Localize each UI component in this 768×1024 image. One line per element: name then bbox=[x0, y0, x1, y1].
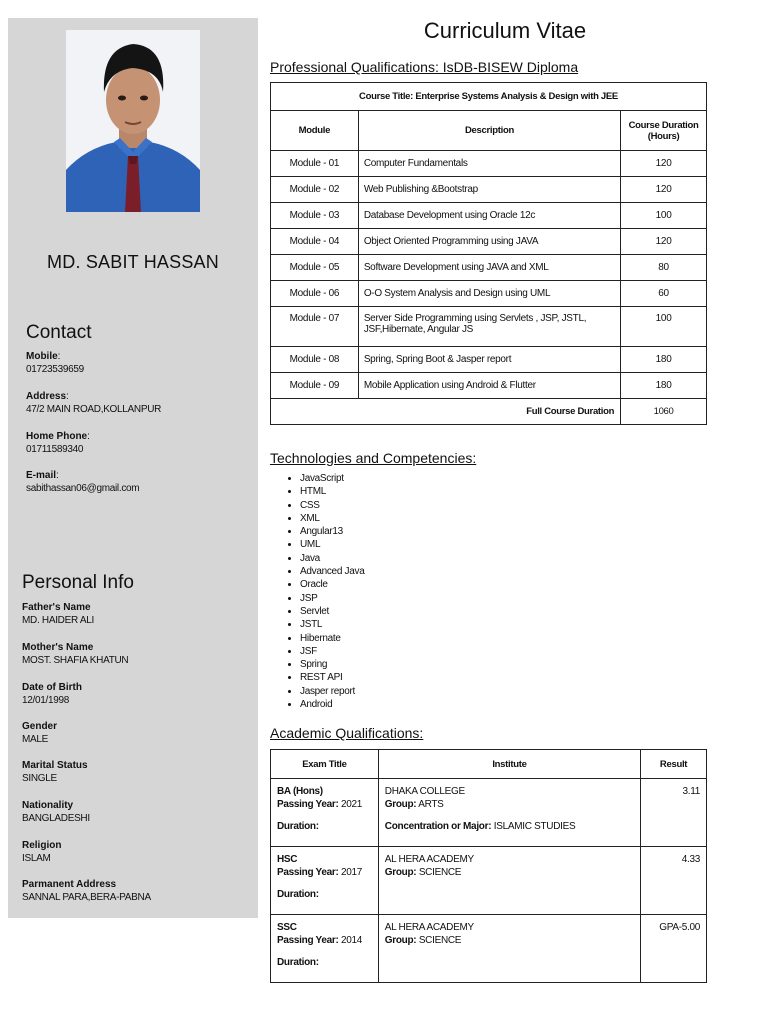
personal-info-heading: Personal Info bbox=[22, 572, 134, 593]
description-cell: Object Oriented Programming using JAVA bbox=[358, 229, 620, 255]
hours-cell: 100 bbox=[621, 203, 707, 229]
address-value: 47/2 MAIN ROAD,KOLLANPUR bbox=[26, 404, 162, 415]
academic-qualifications-heading: Academic Qualifications: bbox=[270, 725, 424, 741]
home-phone-field: Home Phone: 01711589340 bbox=[26, 431, 90, 455]
table-row bbox=[271, 347, 707, 373]
table-row bbox=[271, 151, 707, 177]
marital-status-field bbox=[22, 759, 88, 785]
list-item: • Servlet bbox=[300, 605, 364, 618]
profile-photo bbox=[66, 30, 200, 212]
exam-title: BA (Hons) bbox=[277, 786, 323, 797]
list-item: • Oracle bbox=[300, 578, 364, 591]
table-row bbox=[271, 255, 707, 281]
description-cell bbox=[358, 307, 620, 347]
passing-label: Passing Year: bbox=[277, 867, 339, 878]
table-row bbox=[271, 915, 707, 983]
date-of-birth-field bbox=[22, 681, 82, 707]
mobile-value: 01723539659 bbox=[26, 364, 84, 375]
list-item: • REST API bbox=[300, 671, 364, 684]
institute-name: AL HERA ACADEMY bbox=[384, 854, 474, 865]
description-header: Description bbox=[358, 111, 620, 151]
list-item: • HTML bbox=[300, 485, 364, 498]
total-label: Full Course Duration bbox=[271, 399, 621, 425]
hours-cell: 120 bbox=[621, 229, 707, 255]
mothers-name-field bbox=[22, 641, 128, 667]
permanent-address-field bbox=[22, 878, 151, 904]
description-cell: Computer Fundamentals bbox=[358, 151, 620, 177]
email-field: E-mail: sabithassan06@gmail.com bbox=[26, 470, 140, 494]
exam-cell bbox=[271, 915, 379, 983]
address-field: Address: 47/2 MAIN ROAD,KOLLANPUR bbox=[26, 391, 162, 415]
concentration-label: Concentration or Major: bbox=[384, 821, 492, 832]
field-value: MALE bbox=[22, 734, 49, 745]
institute-name: AL HERA ACADEMY bbox=[384, 922, 474, 933]
course-table bbox=[270, 82, 707, 425]
module-cell: Module - 08 bbox=[271, 347, 359, 373]
hours-cell: 180 bbox=[621, 373, 707, 399]
list-item: • JavaScript bbox=[300, 472, 364, 485]
sidebar bbox=[8, 18, 258, 918]
list-item: • CSS bbox=[300, 499, 364, 512]
group-label: Group: bbox=[384, 935, 417, 946]
result-cell: 3.11 bbox=[641, 779, 707, 847]
module-cell: Module - 05 bbox=[271, 255, 359, 281]
list-item: • Angular13 bbox=[300, 525, 364, 538]
technologies-heading: Technologies and Competencies: bbox=[270, 450, 477, 466]
list-item: • JSP bbox=[300, 592, 364, 605]
field-value: 12/01/1998 bbox=[22, 695, 70, 706]
hours-cell: 120 bbox=[621, 177, 707, 203]
institute-name: DHAKA COLLEGE bbox=[384, 786, 465, 797]
hours-cell: 60 bbox=[621, 281, 707, 307]
list-item: • Advanced Java bbox=[300, 565, 364, 578]
hours-cell: 120 bbox=[621, 151, 707, 177]
home-phone-value: 01711589340 bbox=[26, 444, 84, 455]
technologies-list bbox=[282, 472, 364, 711]
passing-year: 2014 bbox=[341, 935, 363, 946]
list-item: • Android bbox=[300, 698, 364, 711]
result-cell: GPA-5.00 bbox=[641, 915, 707, 983]
table-row bbox=[271, 177, 707, 203]
group-label: Group: bbox=[384, 867, 417, 878]
institute-header: Institute bbox=[378, 750, 640, 779]
hours-cell: 180 bbox=[621, 347, 707, 373]
course-title: Course Title: Enterprise Systems Analysis & Design with JEE bbox=[271, 83, 707, 111]
religion-field bbox=[22, 839, 61, 865]
list-item: • Java bbox=[300, 552, 364, 565]
nationality-field bbox=[22, 799, 90, 825]
description-line1: Server Side Programming using Servlets , JSP, JSTL, bbox=[363, 313, 587, 324]
description-cell: O-O System Analysis and Design using UML bbox=[358, 281, 620, 307]
field-label: Mother's Name bbox=[22, 642, 94, 653]
concentration-value: ISLAMIC STUDIES bbox=[493, 821, 576, 832]
hours-cell: 100 bbox=[621, 307, 707, 347]
duration-label: Duration: bbox=[277, 957, 319, 968]
exam-cell bbox=[271, 779, 379, 847]
list-item: • XML bbox=[300, 512, 364, 525]
group-value: ARTS bbox=[418, 799, 444, 810]
module-cell: Module - 06 bbox=[271, 281, 359, 307]
duration-header-line1: Course Duration bbox=[628, 119, 699, 131]
table-row bbox=[271, 281, 707, 307]
professional-qualifications-heading: Professional Qualifications: IsDB-BISEW Diploma bbox=[270, 59, 579, 75]
total-hours: 1060 bbox=[621, 399, 707, 425]
description-cell: Web Publishing &Bootstrap bbox=[358, 177, 620, 203]
total-row bbox=[271, 399, 707, 425]
table-row bbox=[271, 203, 707, 229]
field-label: Gender bbox=[22, 721, 58, 732]
exam-header: Exam Title bbox=[271, 750, 379, 779]
hours-cell: 80 bbox=[621, 255, 707, 281]
exam-title: SSC bbox=[277, 922, 297, 933]
list-item: • Hibernate bbox=[300, 632, 364, 645]
module-cell: Module - 01 bbox=[271, 151, 359, 177]
table-row bbox=[271, 373, 707, 399]
table-row bbox=[271, 847, 707, 915]
result-cell: 4.33 bbox=[641, 847, 707, 915]
table-row bbox=[271, 229, 707, 255]
module-cell: Module - 02 bbox=[271, 177, 359, 203]
address-label: Address bbox=[26, 391, 67, 402]
institute-cell bbox=[378, 779, 640, 847]
fathers-name-field bbox=[22, 601, 94, 627]
field-label: Religion bbox=[22, 840, 62, 851]
candidate-name: MD. SABIT HASSAN bbox=[47, 252, 219, 272]
field-value: SINGLE bbox=[22, 773, 57, 784]
duration-label: Duration: bbox=[277, 821, 319, 832]
table-row bbox=[271, 307, 707, 347]
exam-title: HSC bbox=[277, 854, 298, 865]
exam-cell bbox=[271, 847, 379, 915]
field-value: ISLAM bbox=[22, 853, 51, 864]
passing-year: 2017 bbox=[341, 867, 363, 878]
gender-field bbox=[22, 720, 57, 746]
duration-header-line2: (Hours) bbox=[647, 130, 680, 142]
module-cell: Module - 07 bbox=[271, 307, 359, 347]
duration-header bbox=[621, 111, 707, 151]
passing-year: 2021 bbox=[341, 799, 363, 810]
institute-cell bbox=[378, 915, 640, 983]
field-value: SANNAL PARA,BERA-PABNA bbox=[22, 892, 151, 903]
duration-label: Duration: bbox=[277, 889, 319, 900]
description-line2: JSF,Hibernate, Angular JS bbox=[363, 324, 474, 335]
description-cell: Software Development using JAVA and XML bbox=[358, 255, 620, 281]
field-label: Father's Name bbox=[22, 602, 91, 613]
field-label: Nationality bbox=[22, 800, 74, 811]
email-label: E-mail bbox=[26, 470, 57, 481]
field-value: MD. HAIDER ALI bbox=[22, 615, 94, 626]
list-item: • Spring bbox=[300, 658, 364, 671]
document-title: Curriculum Vitae bbox=[423, 18, 587, 43]
home-phone-label: Home Phone bbox=[26, 431, 88, 442]
module-cell: Module - 04 bbox=[271, 229, 359, 255]
academic-table bbox=[270, 749, 707, 983]
field-value: MOST. SHAFIA KHATUN bbox=[22, 655, 129, 666]
mobile-label: Mobile bbox=[26, 351, 58, 362]
passing-label: Passing Year: bbox=[277, 799, 339, 810]
table-row bbox=[271, 779, 707, 847]
field-label: Parmanent Address bbox=[22, 879, 117, 890]
module-header: Module bbox=[271, 111, 359, 151]
email-value: sabithassan06@gmail.com bbox=[26, 483, 140, 494]
institute-cell bbox=[378, 847, 640, 915]
description-cell: Mobile Application using Android & Flutter bbox=[358, 373, 620, 399]
group-value: SCIENCE bbox=[418, 935, 462, 946]
result-header: Result bbox=[641, 750, 707, 779]
description-cell: Spring, Spring Boot & Jasper report bbox=[358, 347, 620, 373]
field-label: Marital Status bbox=[22, 760, 88, 771]
module-cell: Module - 03 bbox=[271, 203, 359, 229]
module-cell: Module - 09 bbox=[271, 373, 359, 399]
list-item: • UML bbox=[300, 538, 364, 551]
group-label: Group: bbox=[384, 799, 417, 810]
contact-heading: Contact bbox=[26, 322, 92, 343]
list-item: • Jasper report bbox=[300, 685, 364, 698]
description-cell: Database Development using Oracle 12c bbox=[358, 203, 620, 229]
field-label: Date of Birth bbox=[22, 682, 82, 693]
list-item: • JSTL bbox=[300, 618, 364, 631]
mobile-field: Mobile: 01723539659 bbox=[26, 351, 84, 375]
field-value: BANGLADESHI bbox=[22, 813, 90, 824]
passing-label: Passing Year: bbox=[277, 935, 339, 946]
group-value: SCIENCE bbox=[418, 867, 462, 878]
list-item: • JSF bbox=[300, 645, 364, 658]
